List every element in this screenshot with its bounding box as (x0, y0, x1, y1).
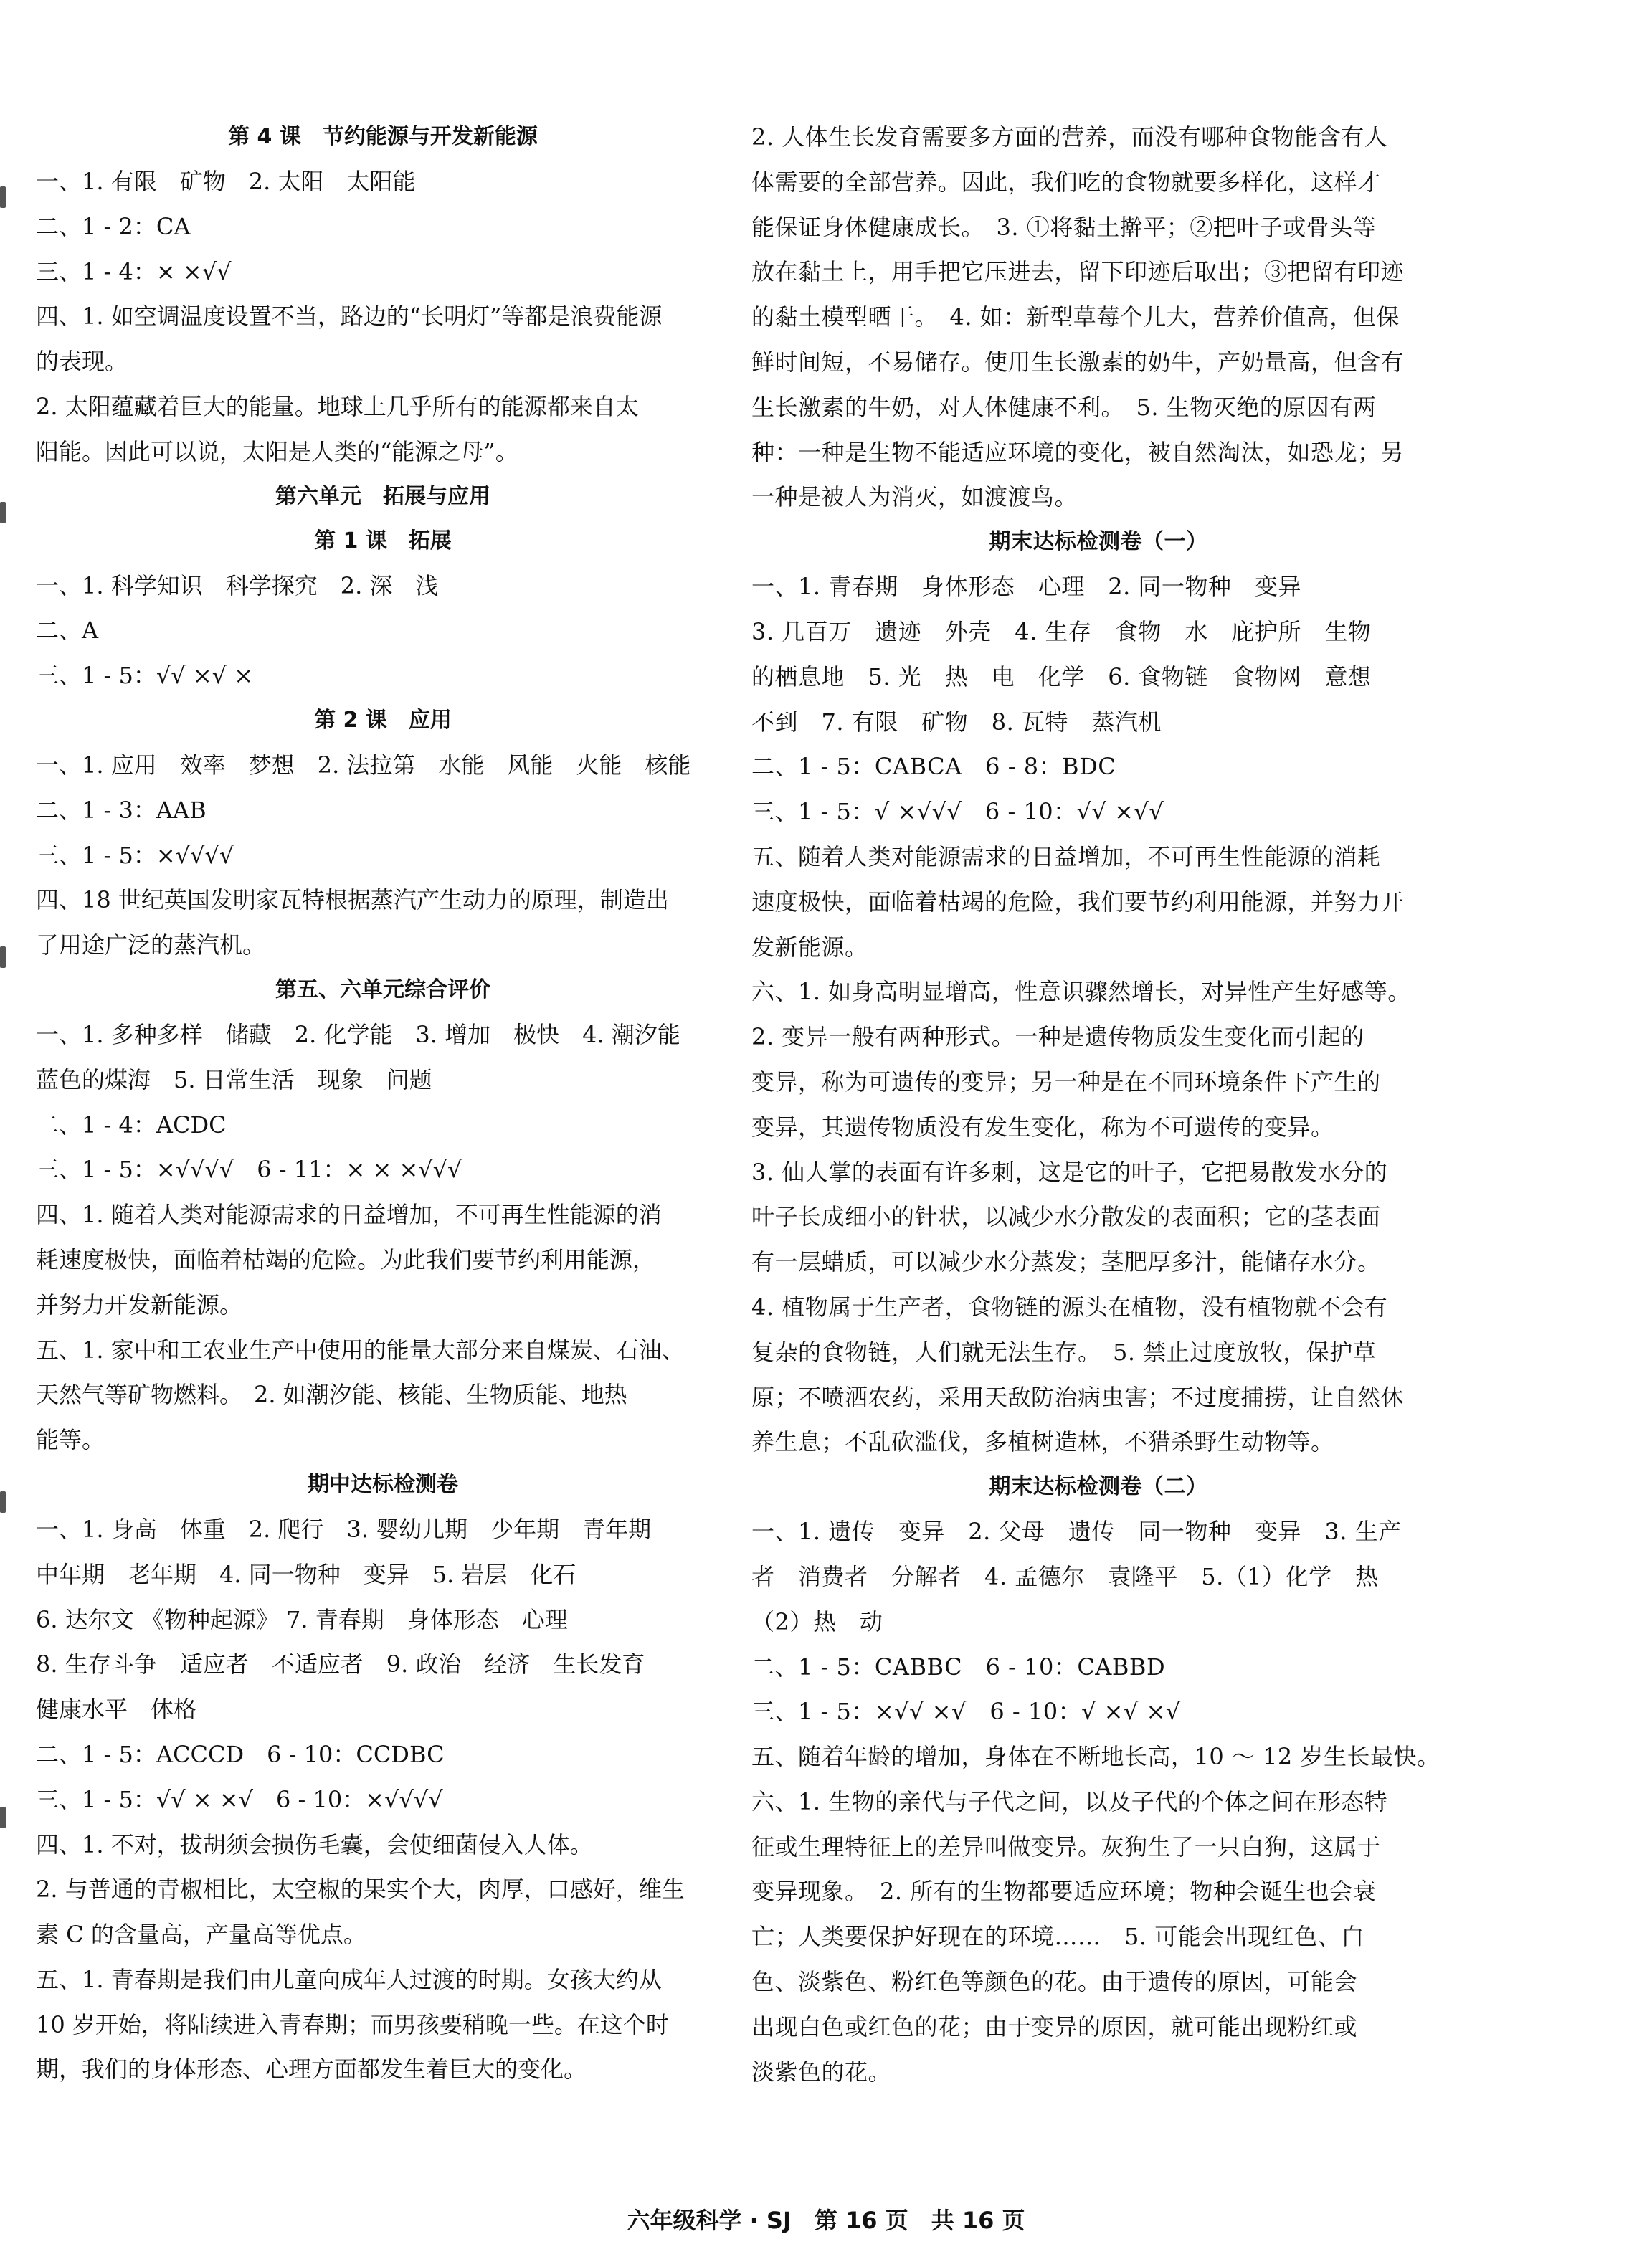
answer-line: 的栖息地 5. 光 热 电 化学 6. 食物链 食物网 意想 (751, 662, 1372, 690)
right-column (751, 115, 1446, 2094)
answer-line: 原；不喷洒农药，采用天敌防治病虫害；不过度捕捞，让自然休 (751, 1383, 1405, 1411)
answer-line: 6. 达尔文 《物种起源》 7. 青春期 身体形态 心理 (36, 1605, 568, 1633)
section-title: 期末达标检测卷（二） (989, 1474, 1208, 1500)
answer-line: 四、18 世纪英国发明家瓦特根据蒸汽产生动力的原理，制造出 (36, 886, 669, 914)
answer-line: 2. 变异一般有两种形式。一种是遗传物质发生变化而引起的 (751, 1023, 1364, 1051)
answer-line: 一、1. 遗传 变异 2. 父母 遗传 同一物种 变异 3. 生产 (751, 1518, 1402, 1546)
answer-line: 二、1 - 4：ACDC (36, 1111, 227, 1139)
answer-line: 2. 太阳蕴藏着巨大的能量。地球上几乎所有的能源都来自太 (36, 392, 639, 420)
section-title: 期中达标检测卷 (308, 1471, 458, 1497)
answer-line: 六、1. 如身高明显增高，性意识骤然增长，对异性产生好感等。 (751, 978, 1411, 1006)
answer-line: 三、1 - 5：√ ×√√√ 6 - 10：√√ ×√√ (751, 798, 1164, 826)
binding-mark (0, 1491, 6, 1513)
section-title: 第 4 课 节约能源与开发新能源 (228, 124, 538, 149)
answer-line: 一、1. 有限 矿物 2. 太阳 太阳能 (36, 168, 416, 195)
answer-line: 中年期 老年期 4. 同一物种 变异 5. 岩层 化石 (36, 1560, 576, 1588)
section-title: 期末达标检测卷（一） (989, 529, 1208, 555)
answer-line: 速度极快，面临着枯竭的危险，我们要节约利用能源，并努力开 (751, 888, 1405, 916)
answer-line: 放在黏土上，用手把它压进去，留下印迹后取出；③把留有印迹 (751, 258, 1405, 286)
answer-line: 四、1. 随着人类对能源需求的日益增加，不可再生性能源的消 (36, 1201, 662, 1229)
answer-line: 四、1. 不对，拔胡须会损伤毛囊，会使细菌侵入人体。 (36, 1830, 593, 1858)
answer-line: 二、A (36, 617, 99, 645)
answer-line: 的黏土模型晒干。 4. 如：新型草莓个儿大，营养价值高，但保 (751, 303, 1400, 331)
answer-line: 变异，其遗传物质没有发生变化，称为不可遗传的变异。 (751, 1113, 1334, 1141)
answer-line: 三、1 - 5：×√√√√ (36, 841, 234, 869)
answer-line: 三、1 - 5：×√√√√ 6 - 11：× × ×√√√ (36, 1156, 462, 1184)
answer-line: 发新能源。 (751, 933, 868, 961)
answer-line: 三、1 - 5：√√ ×√ × (36, 662, 254, 690)
answer-line: 叶子长成细小的针状，以减少水分散发的表面积；它的茎表面 (751, 1203, 1381, 1231)
answer-line: 三、1 - 5：√√ × ×√ 6 - 10：×√√√√ (36, 1785, 443, 1813)
answer-line: 五、1. 青春期是我们由儿童向成年人过渡的时期。女孩大约从 (36, 1965, 662, 1993)
answer-line: 阳能。因此可以说，太阳是人类的“能源之母”。 (36, 437, 518, 465)
answer-line: 鲜时间短，不易储存。使用生长激素的奶牛，产奶量高，但含有 (751, 348, 1405, 376)
answer-line: 出现白色或红色的花；由于变异的原因，就可能出现粉红或 (751, 2013, 1358, 2040)
answer-line: 3. 仙人掌的表面有许多刺，这是它的叶子，它把易散发水分的 (751, 1158, 1388, 1186)
answer-line: 变异现象。 2. 所有的生物都要适应环境；物种会诞生也会衰 (751, 1878, 1377, 1906)
answer-line: 二、1 - 5：CABBC 6 - 10：CABBD (751, 1653, 1166, 1681)
answer-line: 亡；人类要保护好现在的环境…… 5. 可能会出现红色、白 (751, 1923, 1364, 1951)
answer-line: 四、1. 如空调温度设置不当，路边的“长明灯”等都是浪费能源 (36, 303, 663, 331)
left-column (36, 115, 730, 2092)
answer-line: 五、随着年龄的增加，身体在不断地长高，10 ～ 12 岁生长最快。 (751, 1743, 1440, 1771)
answer-line: 一种是被人为消灭，如渡渡鸟。 (751, 483, 1078, 511)
section-title: 第五、六单元综合评价 (275, 977, 490, 1002)
answer-line: 一、1. 科学知识 科学探究 2. 深 浅 (36, 571, 439, 599)
answer-line: 体需要的全部营养。因此，我们吃的食物就要多样化，这样才 (751, 168, 1381, 196)
answer-line: 蓝色的煤海 5. 日常生活 现象 问题 (36, 1065, 432, 1093)
answer-line: 五、随着人类对能源需求的日益增加，不可再生性能源的消耗 (751, 842, 1381, 870)
answer-line: 2. 与普通的青椒相比，太空椒的果实个大，肉厚，口感好，维生 (36, 1876, 685, 1904)
answer-line: 复杂的食物链，人们就无法生存。 5. 禁止过度放牧，保护草 (751, 1338, 1377, 1366)
answer-line: 健康水平 体格 (36, 1696, 197, 1724)
answer-line: 种：一种是生物不能适应环境的变化，被自然淘汰，如恐龙；另 (751, 438, 1405, 466)
answer-line: 一、1. 应用 效率 梦想 2. 法拉第 水能 风能 火能 核能 (36, 751, 691, 779)
section-title: 第 1 课 拓展 (314, 528, 452, 554)
answer-line: 二、1 - 5：ACCCD 6 - 10：CCDBC (36, 1740, 445, 1768)
answer-line: 三、1 - 4：× ×√√ (36, 257, 232, 285)
answer-line: 淡紫色的花。 (751, 2058, 892, 2086)
answer-line: 二、1 - 3：AAB (36, 796, 206, 824)
answer-line: 了用途广泛的蒸汽机。 (36, 931, 266, 959)
answer-line: 不到 7. 有限 矿物 8. 瓦特 蒸汽机 (751, 708, 1162, 736)
answer-line: 4. 植物属于生产者，食物链的源头在植物，没有植物就不会有 (751, 1293, 1388, 1321)
answer-line: 生长激素的牛奶，对人体健康不利。 5. 生物灭绝的原因有两 (751, 393, 1377, 421)
answer-line: 8. 生存斗争 适应者 不适应者 9. 政治 经济 生长发育 (36, 1650, 645, 1678)
answer-line: 的表现。 (36, 348, 128, 376)
answer-line: 天然气等矿物燃料。 2. 如潮汐能、核能、生物质能、地热 (36, 1381, 627, 1409)
section-title: 第 2 课 应用 (314, 707, 452, 733)
answer-line: 10 岁开始，将陆续进入青春期；而男孩要稍晚一些。在这个时 (36, 2010, 669, 2038)
answer-line: 能保证身体健康成长。 3. ①将黏土擀平；②把叶子或骨头等 (751, 213, 1377, 241)
answer-line: 并努力开发新能源。 (36, 1291, 243, 1319)
footer-page-number: 第 16 页 共 16 页 (814, 2207, 1025, 2234)
footer-subject: 六年级科学 · SJ (627, 2207, 792, 2234)
answer-line: 二、1 - 5：CABCA 6 - 8：BDC (751, 753, 1116, 781)
answer-line: 变异，称为可遗传的变异；另一种是在不同环境条件下产生的 (751, 1068, 1381, 1096)
answer-line: 耗速度极快，面临着枯竭的危险。为此我们要节约利用能源， (36, 1245, 656, 1273)
answer-line: 六、1. 生物的亲代与子代之间，以及子代的个体之间在形态特 (751, 1787, 1388, 1815)
section-title: 第六单元 拓展与应用 (275, 483, 490, 509)
answer-line: 一、1. 青春期 身体形态 心理 2. 同一物种 变异 (751, 573, 1301, 601)
answer-line: 能等。 (36, 1426, 105, 1454)
answer-line: 一、1. 身高 体重 2. 爬行 3. 婴幼儿期 少年期 青年期 (36, 1515, 652, 1543)
answer-line: 五、1. 家中和工农业生产中使用的能量大部分来自煤炭、石油、 (36, 1336, 685, 1364)
answer-line: 期，我们的身体形态、心理方面都发生着巨大的变化。 (36, 2056, 587, 2084)
binding-mark (0, 186, 6, 208)
answer-line: （2）热 动 (751, 1607, 883, 1635)
answer-line: 养生息；不乱砍滥伐，多植树造林，不猎杀野生动物等。 (751, 1428, 1334, 1456)
answer-line: 征或生理特征上的差异叫做变异。灰狗生了一只白狗，这属于 (751, 1833, 1381, 1861)
answer-line: 2. 人体生长发育需要多方面的营养，而没有哪种食物能含有人 (751, 123, 1388, 151)
page-footer (0, 2203, 1652, 2236)
answer-line: 者 消费者 分解者 4. 孟德尔 袁隆平 5.（1）化学 热 (751, 1562, 1379, 1590)
answer-line: 素 C 的含量高，产量高等优点。 (36, 1921, 366, 1949)
binding-mark (0, 946, 6, 968)
answer-line: 色、淡紫色、粉红色等颜色的花。由于遗传的原因，可能会 (751, 1968, 1358, 1996)
answer-line: 一、1. 多种多样 储藏 2. 化学能 3. 增加 极快 4. 潮汐能 (36, 1020, 680, 1048)
answer-line: 三、1 - 5：×√√ ×√ 6 - 10：√ ×√ ×√ (751, 1698, 1181, 1726)
answer-line: 有一层蜡质，可以减少水分蒸发；茎肥厚多汁，能储存水分。 (751, 1248, 1381, 1276)
answer-line: 二、1 - 2：CA (36, 212, 191, 240)
answer-line: 3. 几百万 遗迹 外壳 4. 生存 食物 水 庇护所 生物 (751, 617, 1372, 645)
binding-mark (0, 502, 6, 523)
binding-mark (0, 1807, 6, 1828)
